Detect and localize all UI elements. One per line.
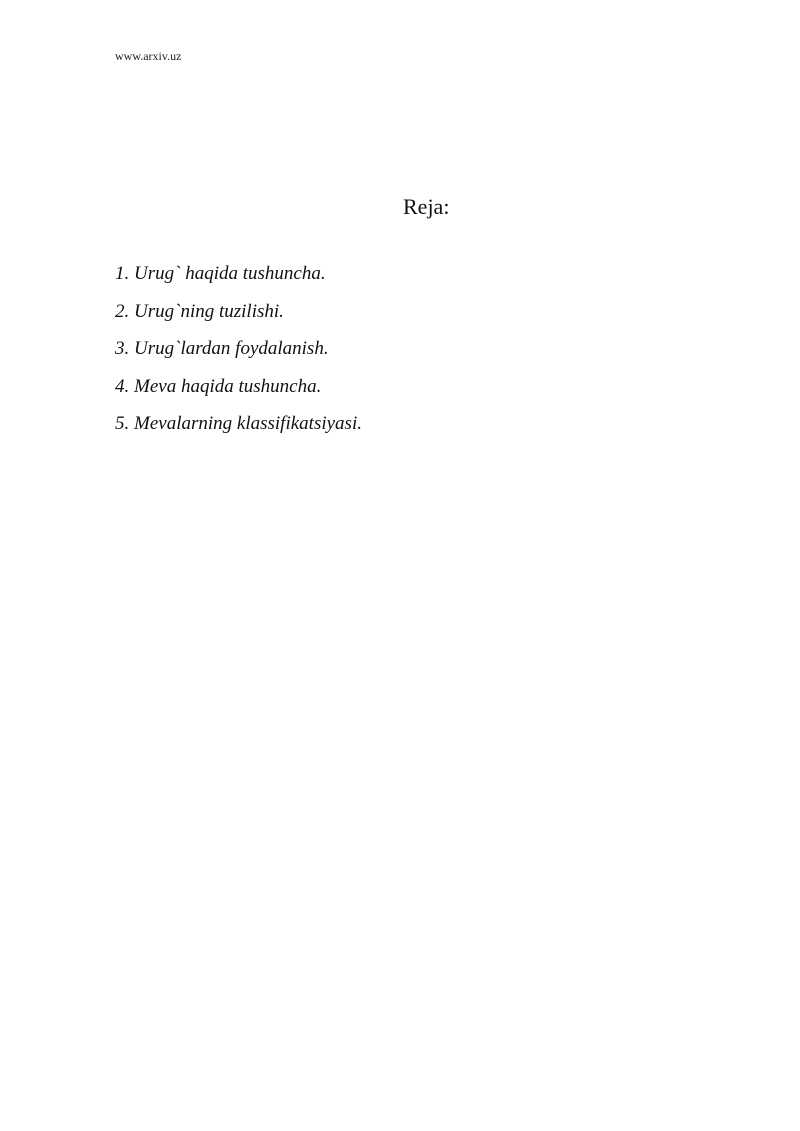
plan-list <box>115 262 362 450</box>
plan-item-4: 4. Meva haqida tushuncha. <box>115 375 322 397</box>
page-title: Reja: <box>403 194 450 219</box>
plan-item-2: 2. Urug`ning tuzilishi. <box>115 300 284 322</box>
plan-item-1: 1. Urug` haqida tushuncha. <box>115 263 326 284</box>
plan-item-3: 3. Urug`lardan foydalanish. <box>115 338 329 359</box>
plan-item-5: 5. Mevalarning klassifikatsiyasi. <box>115 413 362 434</box>
header-url: www.arxiv.uz <box>115 49 182 63</box>
